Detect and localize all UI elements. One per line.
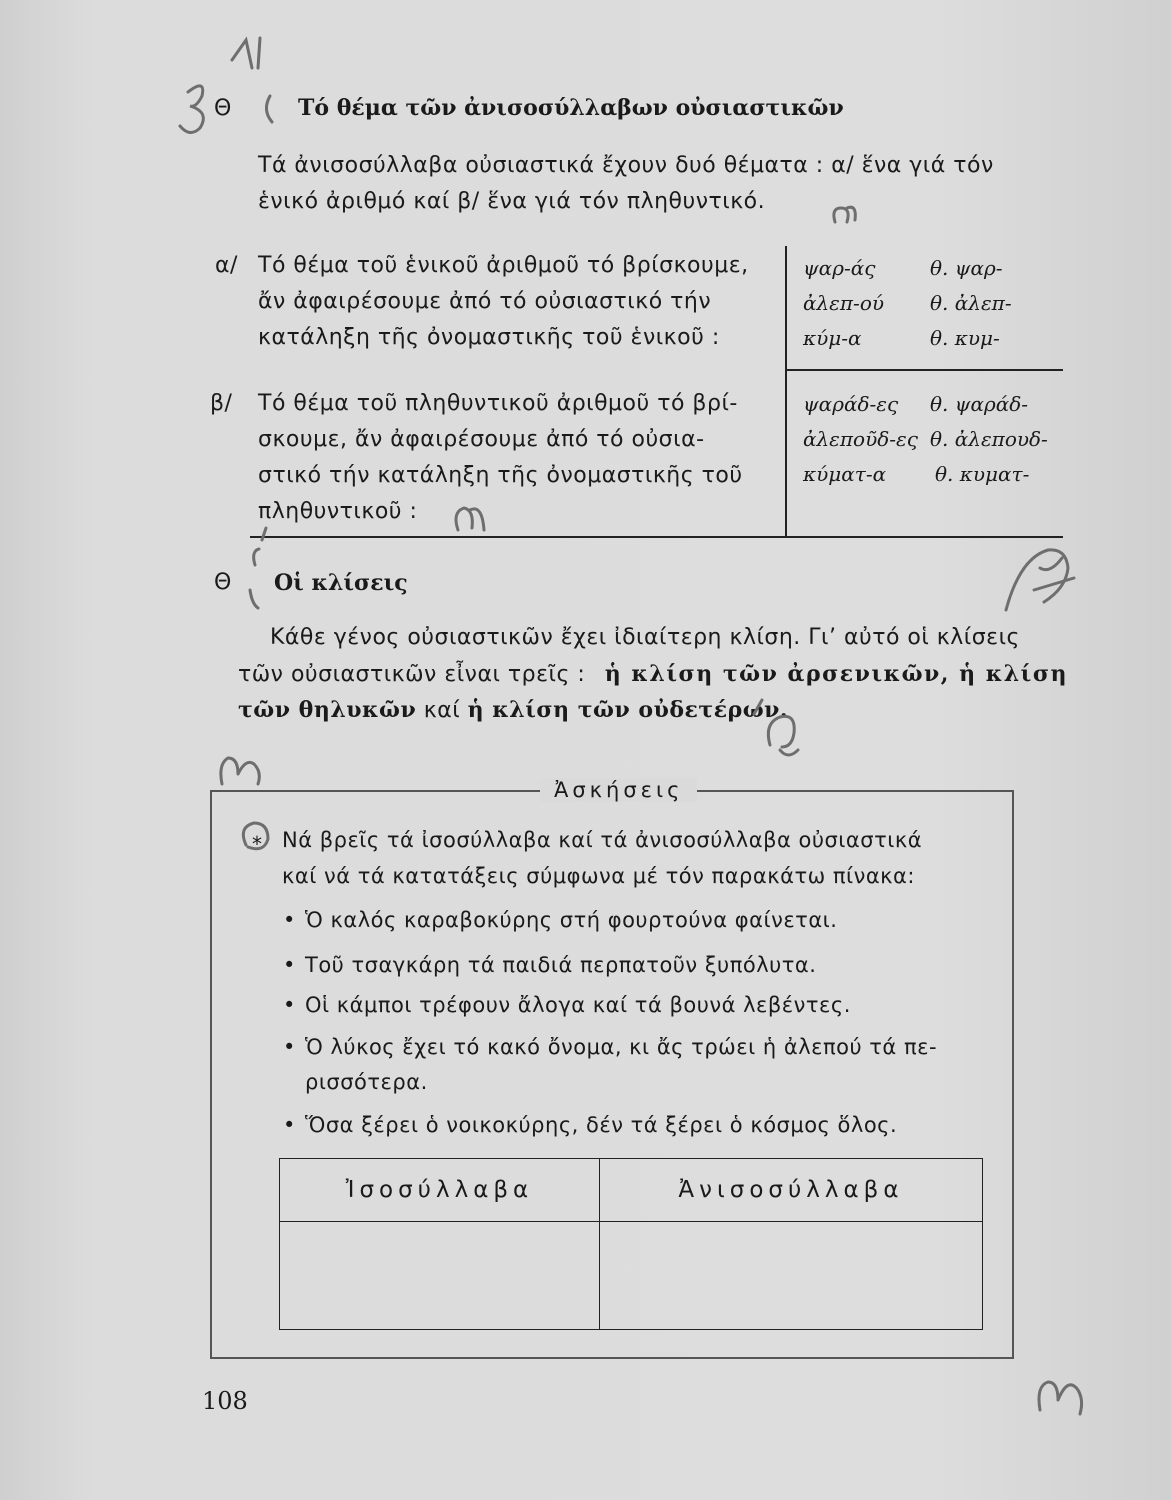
pencil-scribble [834,207,855,222]
example-word: ψαράδ-ες [803,392,899,416]
declension-bold: ἡ κλίση τῶν οὐδετέρων. [467,697,789,723]
bullet: • [283,953,296,977]
pencil-scribble [1006,550,1074,610]
example-stem: θ. ψαράδ- [930,392,1029,416]
bullet: • [283,993,296,1017]
task-star: * [252,832,262,856]
bullet: • [283,1035,296,1059]
part-a-line: κατάληξη τῆς ὀνομαστικῆς τοῦ ἑνικοῦ : [258,325,720,350]
proverb-continuation: ρισσότερα. [305,1070,428,1094]
pencil-scribble [456,508,484,530]
column-header-isosyllabic: Ἰσοσύλλαβα [280,1159,600,1222]
declension-text: καί [423,698,461,723]
column-header-anisosyllabic: Ἀνισοσύλλαβα [599,1159,982,1222]
pencil-scribble [266,96,272,122]
pencil-circle [243,823,268,849]
part-b-line: σκουμε, ἄν ἀφαιρέσουμε ἀπό τό οὐσια- [258,427,705,452]
pencil-scribble [180,86,203,133]
part-b-line: Τό θέμα τοῦ πληθυντικοῦ ἀριθμοῦ τό βρί- [258,391,738,416]
section-marker: Θ [214,96,232,121]
task-line-2: καί νά τά κατατάξεις σύμφωνα μέ τόν παρακάτω πίνακα: [282,864,915,888]
bullet: • [283,908,296,932]
part-a-line: Τό θέμα τοῦ ἑνικοῦ ἀριθμοῦ τό βρίσκουμε, [258,253,749,278]
declension-line-1: Κάθε γένος οὐσιαστικῶν ἔχει ἰδιαίτερη κλίση. Γι’ αὐτό οἱ κλίσεις [270,625,1020,650]
intro-line-1: Τά ἀνισοσύλλαβα οὐσιαστικά ἔχουν δυό θέματα : α/ ἕνα γιά τόν [258,153,994,178]
proverb-text: Ὅσα ξέρει ὁ νοικοκύρης, δέν τά ξέρει ὁ κόσμος ὅλος. [305,1113,898,1137]
example-stem: θ. ἀλεπουδ- [930,427,1048,451]
part-b-line: πληθυντικοῦ : [258,499,418,524]
example-stem: θ. ψαρ- [930,256,1003,280]
intro-line-2: ἑνικό ἀριθμό καί β/ ἕνα γιά τόν πληθυντικό. [258,189,766,214]
declension-bold: τῶν θηλυκῶν [238,697,417,723]
exercises-title: Ἀσκήσεις [540,778,697,802]
declension-bold: ἡ κλίση τῶν ἀρσενικῶν, ἡ κλίση [604,661,1069,687]
proverb-text: Οἱ κάμποι τρέφουν ἄλογα καί τά βουνά λεβέντες. [305,993,851,1017]
part-b-line: στικό τήν κατάληξη τῆς ὀνομαστικῆς τοῦ [258,463,743,488]
example-stem: θ. κυμ- [930,326,1000,350]
part-a-label: α/ [215,253,238,278]
example-word: ἀλεπ-ού [803,291,885,315]
pencil-scribble [232,38,260,68]
example-stem: θ. κυματ- [935,462,1030,486]
example-word: ἀλεποῦδ-ες [803,427,918,451]
part-b-label: β/ [210,391,233,416]
task-line-1: Νά βρεῖς τά ἰσοσύλλαβα καί τά ἀνισοσύλλαβα οὐσιαστικά [282,828,923,852]
declension-text: τῶν οὐσιαστικῶν εἶναι τρεῖς : [238,662,586,687]
example-stem: θ. ἀλεπ- [930,291,1012,315]
section-title: Τό θέμα τῶν ἀνισοσύλλαβων οὐσιαστικῶν [298,95,844,121]
pencil-scribble [250,528,266,608]
example-word: ψαρ-άς [803,256,876,280]
example-word: κύμ-α [803,326,862,350]
pencil-scribble [1039,1382,1082,1414]
proverb-text: Τοῦ τσαγκάρη τά παιδιά περπατοῦν ξυπόλυτα. [305,953,817,977]
section-title: Οἱ κλίσεις [274,570,408,596]
proverb-text: Ὁ καλός καραβοκύρης στή φουρτούνα φαίνεται. [305,908,838,932]
page-number: 108 [202,1387,248,1415]
section-marker: Θ [214,570,232,595]
pencil-scribble [754,700,798,755]
pencil-scribble [221,758,259,784]
proverb-text: Ὁ λύκος ἔχει τό κακό ὄνομα, κι ἄς τρώει ἡ ἀλεπού τά πε- [305,1035,938,1059]
bullet: • [283,1113,296,1137]
part-a-line: ἄν ἀφαιρέσουμε ἀπό τό οὐσιαστικό τήν [258,289,712,314]
example-word: κύματ-α [803,462,887,486]
